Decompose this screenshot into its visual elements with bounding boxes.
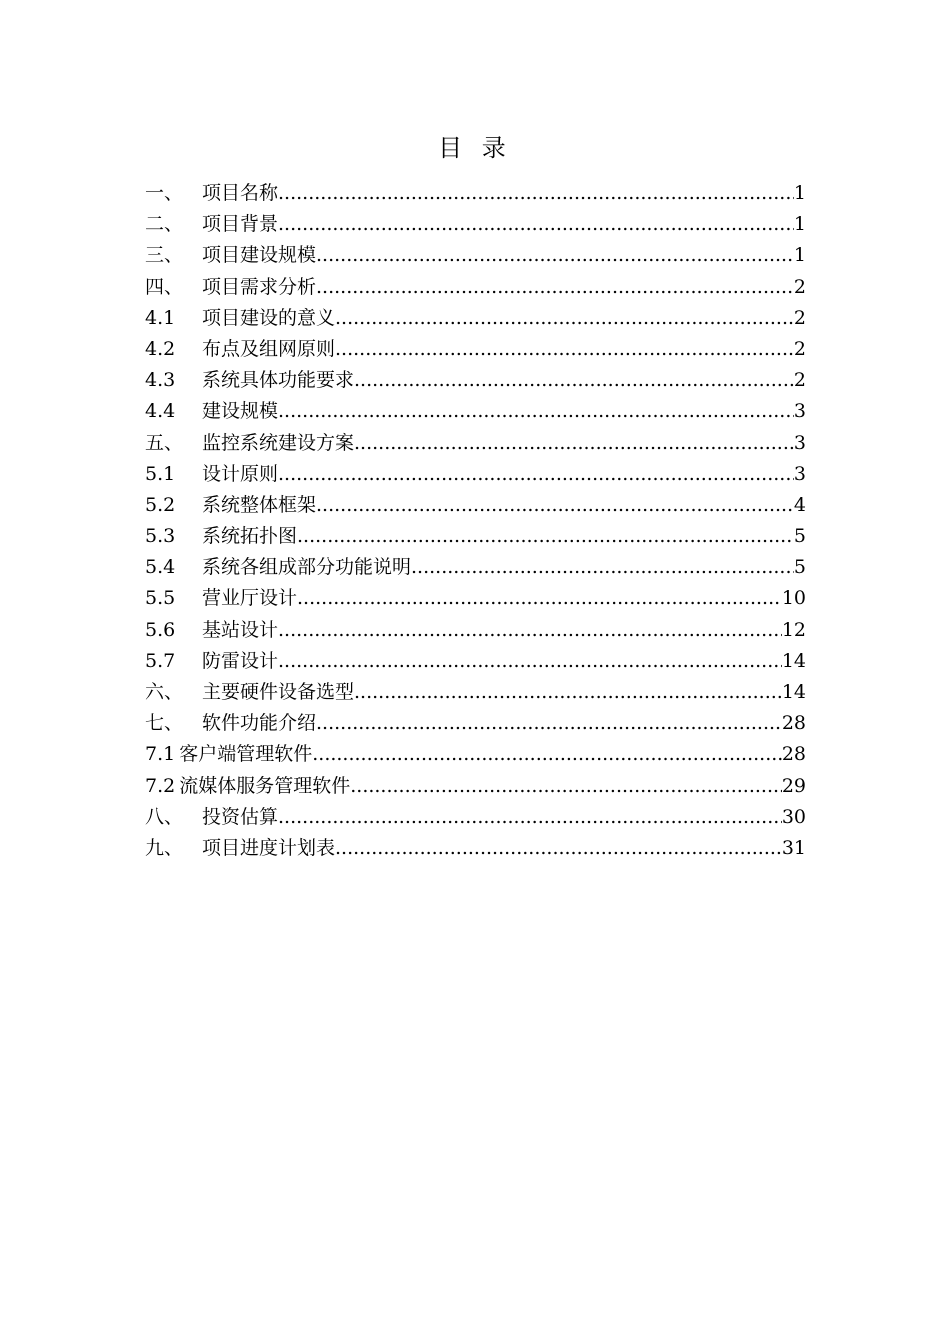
toc-entry-number: 4.2 — [145, 337, 176, 360]
toc-entry-title: 软件功能介绍 — [202, 712, 317, 735]
toc-entry-number: 4.4 — [145, 400, 176, 423]
toc-entry-number: 7.2 — [145, 774, 176, 797]
toc-dot-leader — [316, 708, 782, 739]
toc-entry-page-number: 1 — [793, 213, 806, 236]
toc-entry-title: 系统整体框架 — [202, 493, 317, 516]
toc-entry-title: 项目建设的意义 — [202, 306, 336, 329]
toc-entry-page-number: 2 — [793, 275, 806, 298]
toc-entry-title: 布点及组网原则 — [202, 337, 336, 360]
toc-entry-page-number: 10 — [781, 587, 806, 610]
toc-dot-leader — [354, 677, 782, 708]
toc-entry-page-number: 4 — [793, 493, 806, 516]
toc-dot-leader — [297, 583, 782, 614]
toc-entry[interactable] — [145, 365, 806, 396]
toc-entry-number: 5.6 — [145, 618, 176, 641]
toc-dot-leader — [354, 428, 794, 459]
toc-entry[interactable] — [145, 583, 806, 614]
toc-entry-number: 七、 — [145, 712, 184, 735]
toc-entry-title: 基站设计 — [202, 618, 279, 641]
toc-entry-title: 项目名称 — [202, 182, 279, 204]
toc-entry-number: 六、 — [145, 681, 184, 703]
toc-entry-page-number: 1 — [793, 182, 806, 204]
toc-entry[interactable] — [145, 552, 806, 583]
toc-entry-number: 5.5 — [145, 587, 176, 610]
toc-entry[interactable] — [145, 428, 806, 459]
toc-entry-number: 5.7 — [145, 649, 176, 672]
toc-entry-number: 5.1 — [145, 462, 176, 485]
toc-dot-leader — [335, 303, 794, 334]
toc-entry[interactable] — [145, 521, 806, 552]
toc-entry[interactable] — [145, 396, 806, 427]
toc-entry-page-number: 31 — [781, 836, 806, 859]
toc-entry-title: 投资估算 — [202, 805, 279, 828]
toc-dot-leader — [350, 771, 782, 802]
toc-dot-leader — [354, 365, 794, 396]
toc-entry-page-number: 2 — [793, 337, 806, 360]
toc-dot-leader — [316, 272, 794, 303]
toc-entry-number: 5.3 — [145, 525, 176, 548]
toc-entry-page-number: 28 — [781, 743, 806, 766]
toc-entry[interactable] — [145, 739, 806, 770]
toc-entry-title: 设计原则 — [202, 462, 279, 485]
toc-entry[interactable] — [145, 833, 806, 864]
toc-dot-leader — [312, 739, 782, 770]
toc-entry-title: 营业厅设计 — [202, 587, 298, 610]
toc-entry-page-number: 14 — [781, 681, 806, 703]
toc-entry[interactable] — [145, 178, 806, 209]
toc-entry[interactable] — [145, 615, 806, 646]
toc-entry-title: 系统拓扑图 — [202, 525, 298, 548]
toc-entry[interactable] — [145, 303, 806, 334]
toc-entry-page-number: 1 — [793, 244, 806, 267]
toc-entry-number: 5.2 — [145, 493, 176, 516]
toc-entry[interactable] — [145, 334, 806, 365]
toc-entry-page-number: 14 — [781, 649, 806, 672]
toc-entry-number: 三、 — [145, 244, 184, 267]
toc-entry-page-number: 30 — [781, 805, 806, 828]
toc-dot-leader — [278, 646, 782, 677]
toc-dot-leader — [278, 615, 782, 646]
toc-entry[interactable] — [145, 771, 806, 802]
toc-entry-title: 流媒体服务管理软件 — [179, 774, 351, 797]
toc-entry-page-number: 5 — [793, 525, 806, 548]
toc-entry-title: 系统各组成部分功能说明 — [202, 556, 412, 579]
toc-entry-title: 防雷设计 — [202, 649, 279, 672]
toc-entry-number: 7.1 — [145, 743, 176, 766]
toc-entry-title: 项目需求分析 — [202, 275, 317, 298]
toc-entry[interactable] — [145, 802, 806, 833]
toc-dot-leader — [278, 396, 794, 427]
toc-entry-number: 五、 — [145, 431, 184, 454]
toc-entry-page-number: 3 — [793, 431, 806, 454]
toc-entry-number: 4.1 — [145, 306, 176, 329]
toc-entry[interactable] — [145, 209, 806, 240]
toc-title: 目 录 — [438, 134, 512, 162]
toc-entry-number: 一、 — [145, 182, 184, 204]
toc-dot-leader — [278, 209, 794, 240]
toc-entry-page-number: 29 — [781, 774, 806, 797]
toc-entry-page-number: 28 — [781, 712, 806, 735]
toc-entry-number: 二、 — [145, 213, 184, 236]
toc-entry-title: 主要硬件设备选型 — [202, 681, 355, 703]
toc-entry-number: 九、 — [145, 836, 184, 859]
toc-entry-title: 建设规模 — [202, 400, 279, 423]
toc-entry-title: 项目背景 — [202, 213, 279, 236]
toc-dot-leader — [316, 240, 794, 271]
toc-dot-leader — [335, 334, 794, 365]
toc-entry[interactable] — [145, 708, 806, 739]
toc-entry-page-number: 12 — [781, 618, 806, 641]
toc-entry-title: 监控系统建设方案 — [202, 431, 355, 454]
toc-entry[interactable] — [145, 490, 806, 521]
toc-dot-leader — [335, 833, 782, 864]
toc-entry-title: 客户端管理软件 — [179, 743, 313, 766]
toc-dot-leader — [297, 521, 794, 552]
toc-entry-page-number: 2 — [793, 306, 806, 329]
toc-entry-title: 项目进度计划表 — [202, 836, 336, 859]
toc-entry[interactable] — [145, 646, 806, 677]
toc-entry-page-number: 2 — [793, 369, 806, 392]
toc-entry[interactable] — [145, 677, 806, 708]
toc-entry-number: 4.3 — [145, 369, 176, 392]
toc-entry-title: 系统具体功能要求 — [202, 369, 355, 392]
toc-entry[interactable] — [145, 240, 806, 271]
toc-entry-number: 八、 — [145, 805, 184, 828]
toc-entry-number: 四、 — [145, 275, 184, 298]
toc-entry[interactable] — [145, 459, 806, 490]
toc-entry-title: 项目建设规模 — [202, 244, 317, 267]
toc-dot-leader — [411, 552, 794, 583]
toc-dot-leader — [278, 178, 794, 209]
toc-dot-leader — [278, 802, 782, 833]
toc-entry-number: 5.4 — [145, 556, 176, 579]
toc-dot-leader — [278, 459, 794, 490]
toc-entry-page-number: 5 — [793, 556, 806, 579]
toc-entry-page-number: 3 — [793, 400, 806, 423]
toc-entry-page-number: 3 — [793, 462, 806, 485]
toc-dot-leader — [316, 490, 794, 521]
toc-entry[interactable] — [145, 272, 806, 303]
table-of-contents — [145, 178, 806, 864]
